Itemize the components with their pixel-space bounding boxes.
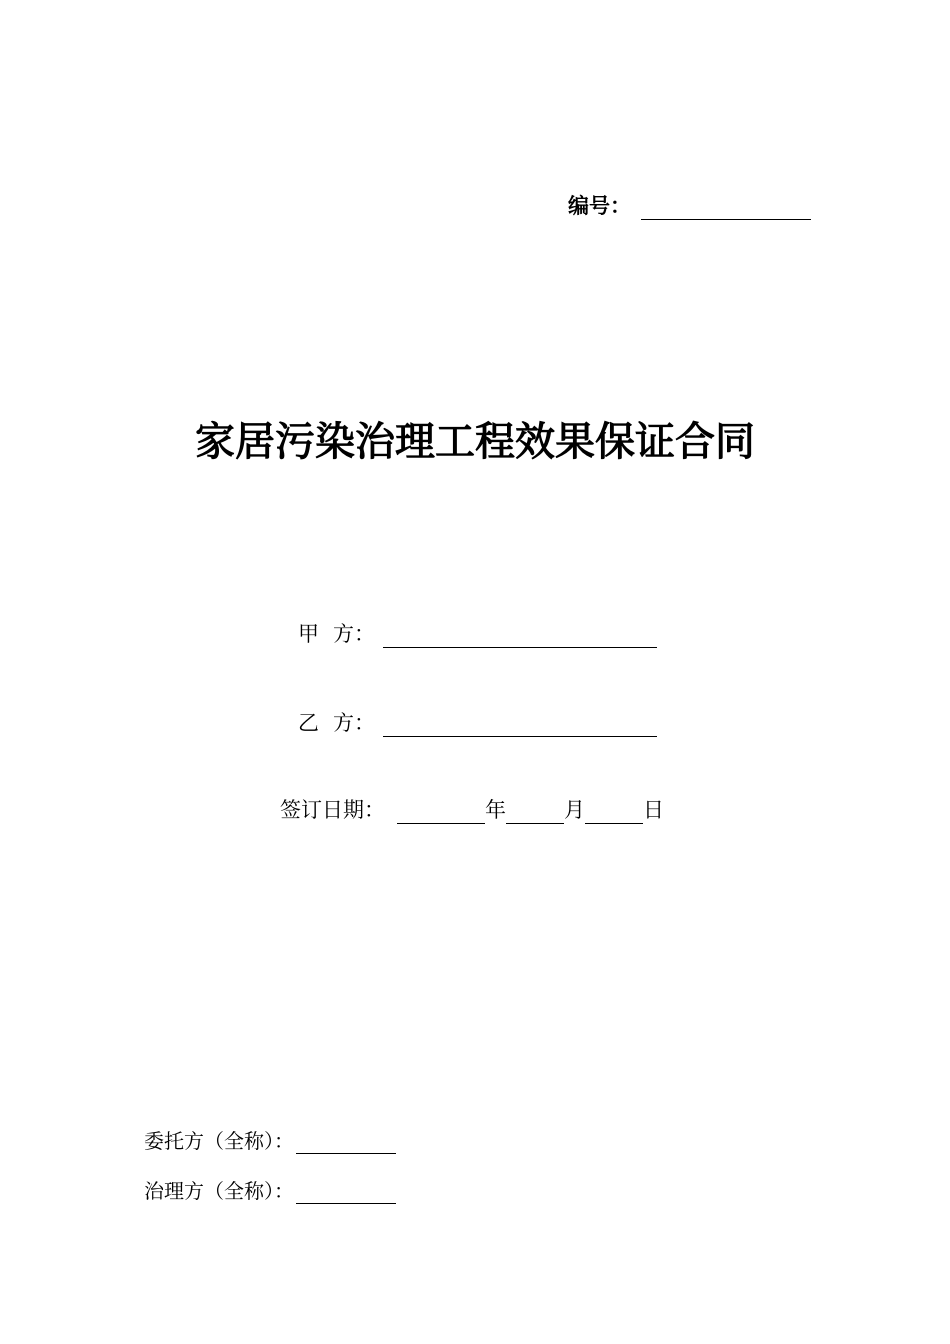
contract-number-row <box>568 188 811 220</box>
party-b-blank[interactable] <box>383 712 657 737</box>
document-title: 家居污染治理工程效果保证合同 <box>195 419 755 465</box>
signing-date-label: 签订日期： <box>280 798 385 822</box>
party-a-label-suffix: 方： <box>333 622 375 646</box>
month-blank[interactable] <box>506 799 564 824</box>
client-row <box>144 1126 396 1154</box>
party-b-label <box>298 707 375 737</box>
client-blank[interactable] <box>296 1133 396 1154</box>
year-label: 年 <box>485 798 506 822</box>
party-a-label <box>298 618 375 648</box>
party-b-label-suffix: 方： <box>333 711 375 735</box>
day-blank[interactable] <box>585 799 643 824</box>
party-b-row <box>298 707 657 737</box>
contractor-label: 治理方（全称）： <box>144 1179 294 1203</box>
day-label: 日 <box>643 798 664 822</box>
party-a-row <box>298 618 657 648</box>
party-b-label-char: 乙 <box>298 711 319 735</box>
contractor-row <box>144 1176 396 1204</box>
contract-number-label: 编号： <box>568 194 631 218</box>
contractor-blank[interactable] <box>296 1183 396 1204</box>
signing-date-row <box>280 794 664 824</box>
month-label: 月 <box>564 798 585 822</box>
contract-number-blank[interactable] <box>641 195 811 220</box>
party-a-label-char: 甲 <box>298 622 319 646</box>
client-label: 委托方（全称）： <box>144 1129 294 1153</box>
year-blank[interactable] <box>397 799 485 824</box>
party-a-blank[interactable] <box>383 623 657 648</box>
